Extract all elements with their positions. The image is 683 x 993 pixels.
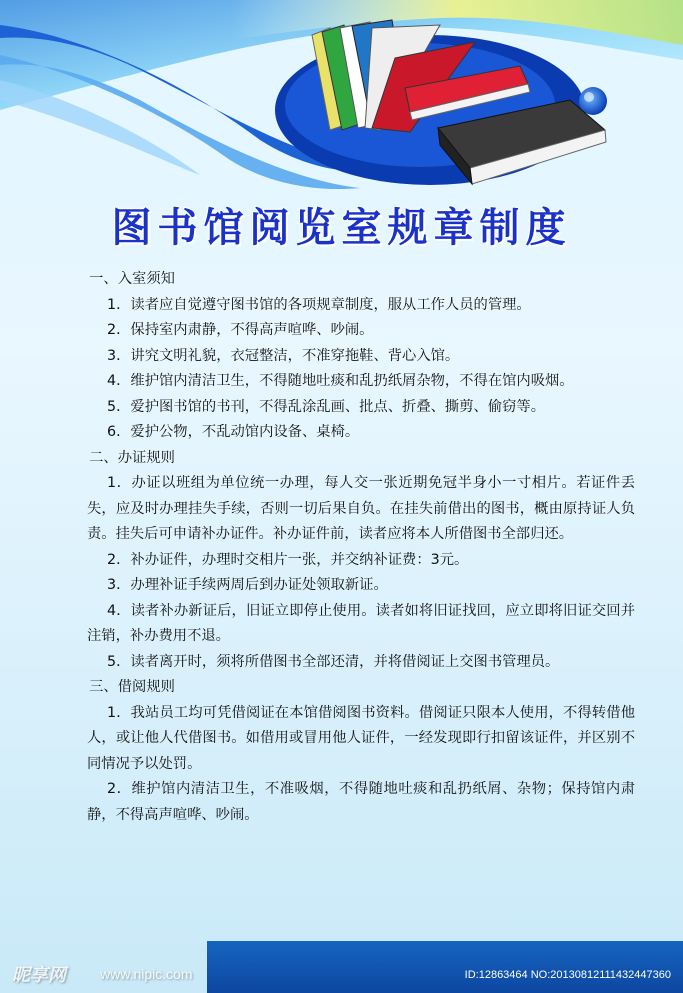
rule-paragraph: 1．办证以班组为单位统一办理，每人交一张近期免冠半身小一寸相片。若证件丢失，应及时办理挂失手续，否则一切后果自负。在挂失前借出的图书，概由原持证人负责。挂失后可申请补办证件。补办证件前，读者应将本人所借图书全部归还。 bbox=[87, 475, 635, 542]
watermark-url: www.nipic.com bbox=[100, 966, 193, 982]
rule-paragraph: 1．读者应自觉遵守图书馆的各项规章制度，服从工作人员的管理。 bbox=[107, 296, 531, 313]
header-books-illustration bbox=[0, 0, 683, 200]
rules-body bbox=[87, 267, 635, 828]
rule-paragraph: 5．爱护图书馆的书刊，不得乱涂乱画、批点、折叠、撕剪、偷窃等。 bbox=[107, 398, 546, 415]
section-heading: 三、借阅规则 bbox=[89, 679, 175, 695]
page-title: 图书馆阅览室规章制度 bbox=[111, 204, 572, 251]
section-heading: 一、入室须知 bbox=[89, 271, 175, 287]
rule-paragraph: 2．维护馆内清洁卫生，不准吸烟，不得随地吐痰和乱扔纸屑、杂物；保持馆内肃静，不得高声喧哗、吵闹。 bbox=[87, 781, 635, 823]
rule-paragraph: 4．维护馆内清洁卫生，不得随地吐痰和乱扔纸屑杂物，不得在馆内吸烟。 bbox=[107, 373, 574, 389]
section-heading: 二、办证规则 bbox=[89, 449, 175, 466]
rule-paragraph: 2．补办证件，办理时交相片一张，并交纳补证费：3元。 bbox=[107, 551, 469, 568]
rule-paragraph: 4．读者补办新证后，旧证立即停止使用。读者如将旧证找回，应立即将旧证交回并注销，补办费用不退。 bbox=[87, 602, 635, 644]
rule-paragraph: 1．我站员工均可凭借阅证在本馆借阅图书资料。借阅证只限本人使用，不得转借他人，或让他人代借图书。如借用或冒用他人证件，一经发现即行扣留该证件，并区别不同情况予以处罚。 bbox=[87, 704, 635, 772]
rule-paragraph: 3．办理补证手续两周后到办证处领取新证。 bbox=[107, 577, 388, 593]
footer-bar bbox=[207, 941, 683, 993]
rule-paragraph: 3．讲究文明礼貌，衣冠整洁，不准穿拖鞋、背心入馆。 bbox=[107, 347, 460, 364]
rule-paragraph: 5．读者离开时，须将所借图书全部还清，并将借阅证上交图书管理员。 bbox=[107, 653, 560, 670]
rule-paragraph: 6．爱护公物，不乱动馆内设备、桌椅。 bbox=[107, 424, 360, 440]
rule-paragraph: 2．保持室内肃静，不得高声喧哗、吵闹。 bbox=[107, 322, 374, 338]
image-id-label: ID:12863464 NO:20130812111432447360 bbox=[464, 969, 671, 981]
watermark-brand: 昵享网 bbox=[12, 965, 66, 985]
